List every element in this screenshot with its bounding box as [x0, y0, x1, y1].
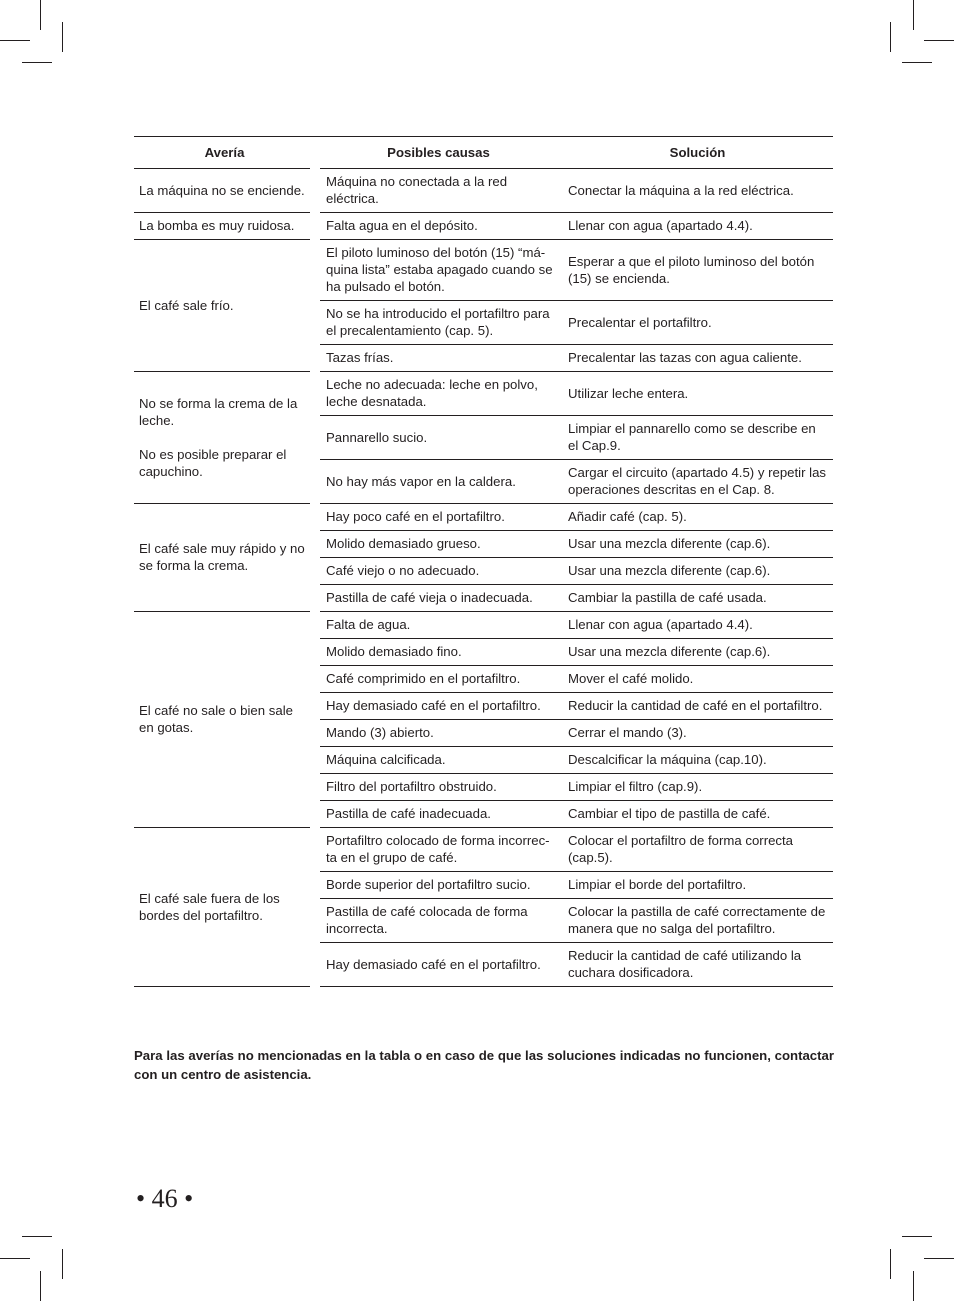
solution-cell: Cerrar el mando (3).	[562, 720, 833, 747]
fault-cell	[134, 213, 315, 240]
cause-cell: No hay más vapor en la caldera.	[315, 460, 562, 504]
cause-cell: Café viejo o no adecuado.	[315, 558, 562, 585]
crop-mark	[40, 1271, 41, 1301]
fault-cell	[134, 828, 315, 987]
cause-cell: Molido demasiado grueso.	[315, 531, 562, 558]
cause-cell: Tazas frías.	[315, 345, 562, 372]
crop-mark	[902, 1236, 932, 1237]
solution-cell: Precalentar las tazas con agua caliente.	[562, 345, 833, 372]
cause-cell: Falta agua en el depósito.	[315, 213, 562, 240]
fault-text: No es posible preparar el capuchino.	[139, 446, 287, 479]
solution-cell: Reducir la cantidad de café en el portafiltro.	[562, 693, 833, 720]
solution-cell: Colocar la pastilla de café correctamente de manera que no salga del portafiltro.	[562, 899, 833, 943]
fault-text: El café sale muy rápido y no se forma la crema.	[139, 541, 305, 573]
table-header-row	[134, 137, 833, 169]
crop-mark	[890, 1249, 891, 1279]
cause-cell: Café comprimido en el portafiltro.	[315, 666, 562, 693]
table-row	[134, 169, 833, 213]
fault-text: El café sale fuera de los bordes del portafiltro.	[139, 890, 280, 923]
fault-cell	[134, 169, 315, 213]
solution-cell: Limpiar el borde del portafiltro.	[562, 872, 833, 899]
fault-cell	[134, 612, 315, 828]
cause-cell: Molido demasiado fino.	[315, 639, 562, 666]
solution-cell: Limpiar el filtro (cap.9).	[562, 774, 833, 801]
table-row	[134, 372, 833, 416]
solution-cell: Usar una mezcla diferente (cap.6).	[562, 558, 833, 585]
table-row	[134, 828, 833, 872]
crop-mark	[22, 62, 52, 63]
cause-cell: Leche no adecuada: leche en polvo, leche desnatada.	[315, 372, 562, 416]
crop-mark	[62, 22, 63, 52]
crop-mark	[924, 1258, 954, 1259]
page-number: • 46 •	[136, 1184, 194, 1213]
table-row	[134, 612, 833, 639]
troubleshooting-table	[134, 136, 833, 987]
cause-cell: Pastilla de café colocada de forma incorrecta.	[315, 899, 562, 943]
header-solution: Solución	[562, 137, 833, 169]
cause-cell: Máquina calcificada.	[315, 747, 562, 774]
crop-mark	[913, 0, 914, 30]
cause-cell: Pannarello sucio.	[315, 416, 562, 460]
cause-cell: Máquina no conectada a la red eléctrica.	[315, 169, 562, 213]
fault-cell	[134, 504, 315, 612]
fault-cell	[134, 240, 315, 372]
cause-cell: Portafiltro colocado de forma incorrec-ta en el grupo de café.	[315, 828, 562, 872]
table-row	[134, 240, 833, 301]
cause-cell: Hay demasiado café en el portafiltro.	[315, 693, 562, 720]
crop-mark	[890, 22, 891, 52]
table-row	[134, 504, 833, 531]
solution-cell: Usar una mezcla diferente (cap.6).	[562, 531, 833, 558]
solution-cell: Añadir café (cap. 5).	[562, 504, 833, 531]
cause-cell: Hay poco café en el portafiltro.	[315, 504, 562, 531]
solution-cell: Llenar con agua (apartado 4.4).	[562, 213, 833, 240]
solution-cell: Colocar el portafiltro de forma correcta (cap.5).	[562, 828, 833, 872]
crop-mark	[40, 0, 41, 30]
cause-cell: Hay demasiado café en el portafiltro.	[315, 943, 562, 987]
header-fault: Avería	[134, 137, 315, 169]
cause-cell: Pastilla de café vieja o inadecuada.	[315, 585, 562, 612]
solution-cell: Llenar con agua (apartado 4.4).	[562, 612, 833, 639]
header-causes: Posibles causas	[315, 137, 562, 169]
crop-mark	[924, 40, 954, 41]
solution-cell: Cambiar la pastilla de café usada.	[562, 585, 833, 612]
cause-cell: Falta de agua.	[315, 612, 562, 639]
solution-cell: Mover el café molido.	[562, 666, 833, 693]
crop-mark	[0, 40, 30, 41]
crop-mark	[0, 1258, 30, 1259]
cause-cell: Pastilla de café inadecuada.	[315, 801, 562, 828]
solution-cell: Reducir la cantidad de café utilizando la cuchara dosificadora.	[562, 943, 833, 987]
fault-text: La máquina no se enciende.	[139, 182, 305, 198]
cause-cell: El piloto luminoso del botón (15) “má-quina lista” estaba apagado cuando se ha pulsado el botón.	[315, 240, 562, 301]
solution-cell: Cargar el circuito (apartado 4.5) y repetir las operaciones descritas en el Cap. 8.	[562, 460, 833, 504]
solution-cell: Cambiar el tipo de pastilla de café.	[562, 801, 833, 828]
crop-mark	[62, 1249, 63, 1279]
fault-cell	[134, 372, 315, 504]
fault-text: El café no sale o bien sale en gotas.	[139, 703, 293, 735]
solution-cell: Limpiar el pannarello como se describe en el Cap.9.	[562, 416, 833, 460]
crop-mark	[902, 62, 932, 63]
solution-cell: Descalcificar la máquina (cap.10).	[562, 747, 833, 774]
solution-cell: Esperar a que el piloto luminoso del botón (15) se encienda.	[562, 240, 833, 301]
cause-cell: No se ha introducido el portafiltro para el precalentamiento (cap. 5).	[315, 301, 562, 345]
table-row	[134, 213, 833, 240]
cause-cell: Filtro del portafiltro obstruido.	[315, 774, 562, 801]
footnote: Para las averías no mencionadas en la tabla o en caso de que las soluciones indicadas no funcionen, contactar con un centro de asistencia.	[134, 1048, 834, 1082]
solution-cell: Usar una mezcla diferente (cap.6).	[562, 639, 833, 666]
fault-text: El café sale frío.	[139, 297, 234, 313]
fault-text: La bomba es muy ruidosa.	[139, 218, 295, 233]
solution-cell: Conectar la máquina a la red eléctrica.	[562, 169, 833, 213]
crop-mark	[913, 1271, 914, 1301]
crop-mark	[22, 1236, 52, 1237]
cause-cell: Borde superior del portafiltro sucio.	[315, 872, 562, 899]
solution-cell: Utilizar leche entera.	[562, 372, 833, 416]
cause-cell: Mando (3) abierto.	[315, 720, 562, 747]
fault-text: No se forma la crema de la leche.	[139, 395, 298, 428]
solution-cell: Precalentar el portafiltro.	[562, 301, 833, 345]
